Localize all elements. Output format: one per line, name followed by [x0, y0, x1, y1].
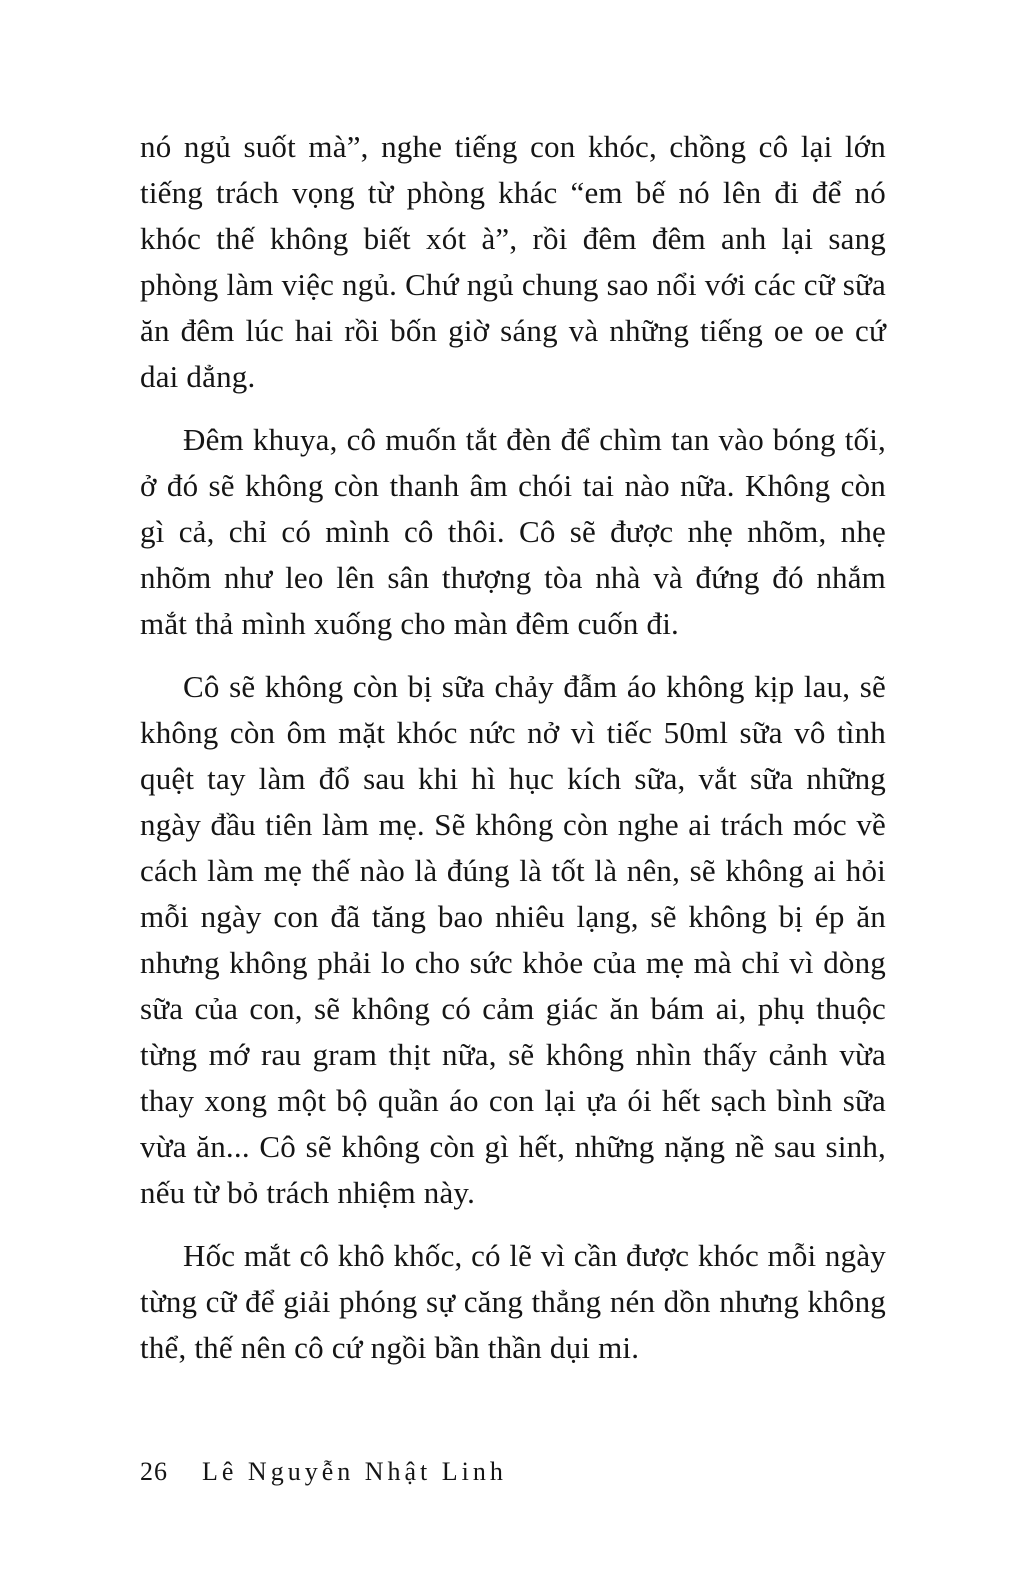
author-name: Lê Nguyễn Nhật Linh: [202, 1457, 507, 1486]
paragraph: Cô sẽ không còn bị sữa chảy đẫm áo không kịp lau, sẽ không còn ôm mặt khóc nức nở vì tiếc 50ml sữa vô tình quệt tay làm đổ sau khi hì hục kích sữa, vắt sữa những ngày đầu tiên làm mẹ. Sẽ không còn nghe ai trách móc về cách làm mẹ thế nào là đúng là tốt là nên, sẽ không ai hỏi mỗi ngày con đã tăng bao nhiêu lạng, sẽ không bị ép ăn nhưng không phải lo cho sức khỏe của mẹ mà chỉ vì dòng sữa của con, sẽ không có cảm giác ăn bám ai, phụ thuộc từng mớ rau gram thịt nữa, sẽ không nhìn thấy cảnh vừa thay xong một bộ quần áo con lại ựa ói hết sạch bình sữa vừa ăn... Cô sẽ không còn gì hết, những nặng nề sau sinh, nếu từ bỏ trách nhiệm này.: [140, 669, 886, 1210]
body-text: [140, 124, 886, 1388]
paragraph: Đêm khuya, cô muốn tắt đèn để chìm tan vào bóng tối, ở đó sẽ không còn thanh âm chói tai nào nữa. Không còn gì cả, chỉ có mình cô thôi. Cô sẽ được nhẹ nhõm, nhẹ nhõm như leo lên sân thượng tòa nhà và đứng đó nhắm mắt thả mình xuống cho màn đêm cuốn đi.: [140, 422, 886, 641]
paragraph: Hốc mắt cô khô khốc, có lẽ vì cần được khóc mỗi ngày từng cữ để giải phóng sự căng thẳng nén dồn nhưng không thể, thế nên cô cứ ngồi bần thần dụi mi.: [140, 1238, 886, 1365]
page-footer: [140, 1456, 886, 1488]
paragraph: nó ngủ suốt mà”, nghe tiếng con khóc, chồng cô lại lớn tiếng trách vọng từ phòng khác “em bế nó lên đi để nó khóc thế không biết xót à”, rồi đêm đêm anh lại sang phòng làm việc ngủ. Chứ ngủ chung sao nổi với các cữ sữa ăn đêm lúc hai rồi bốn giờ sáng và những tiếng oe oe cứ dai dẳng.: [140, 129, 886, 394]
page-number: 26: [140, 1457, 168, 1486]
